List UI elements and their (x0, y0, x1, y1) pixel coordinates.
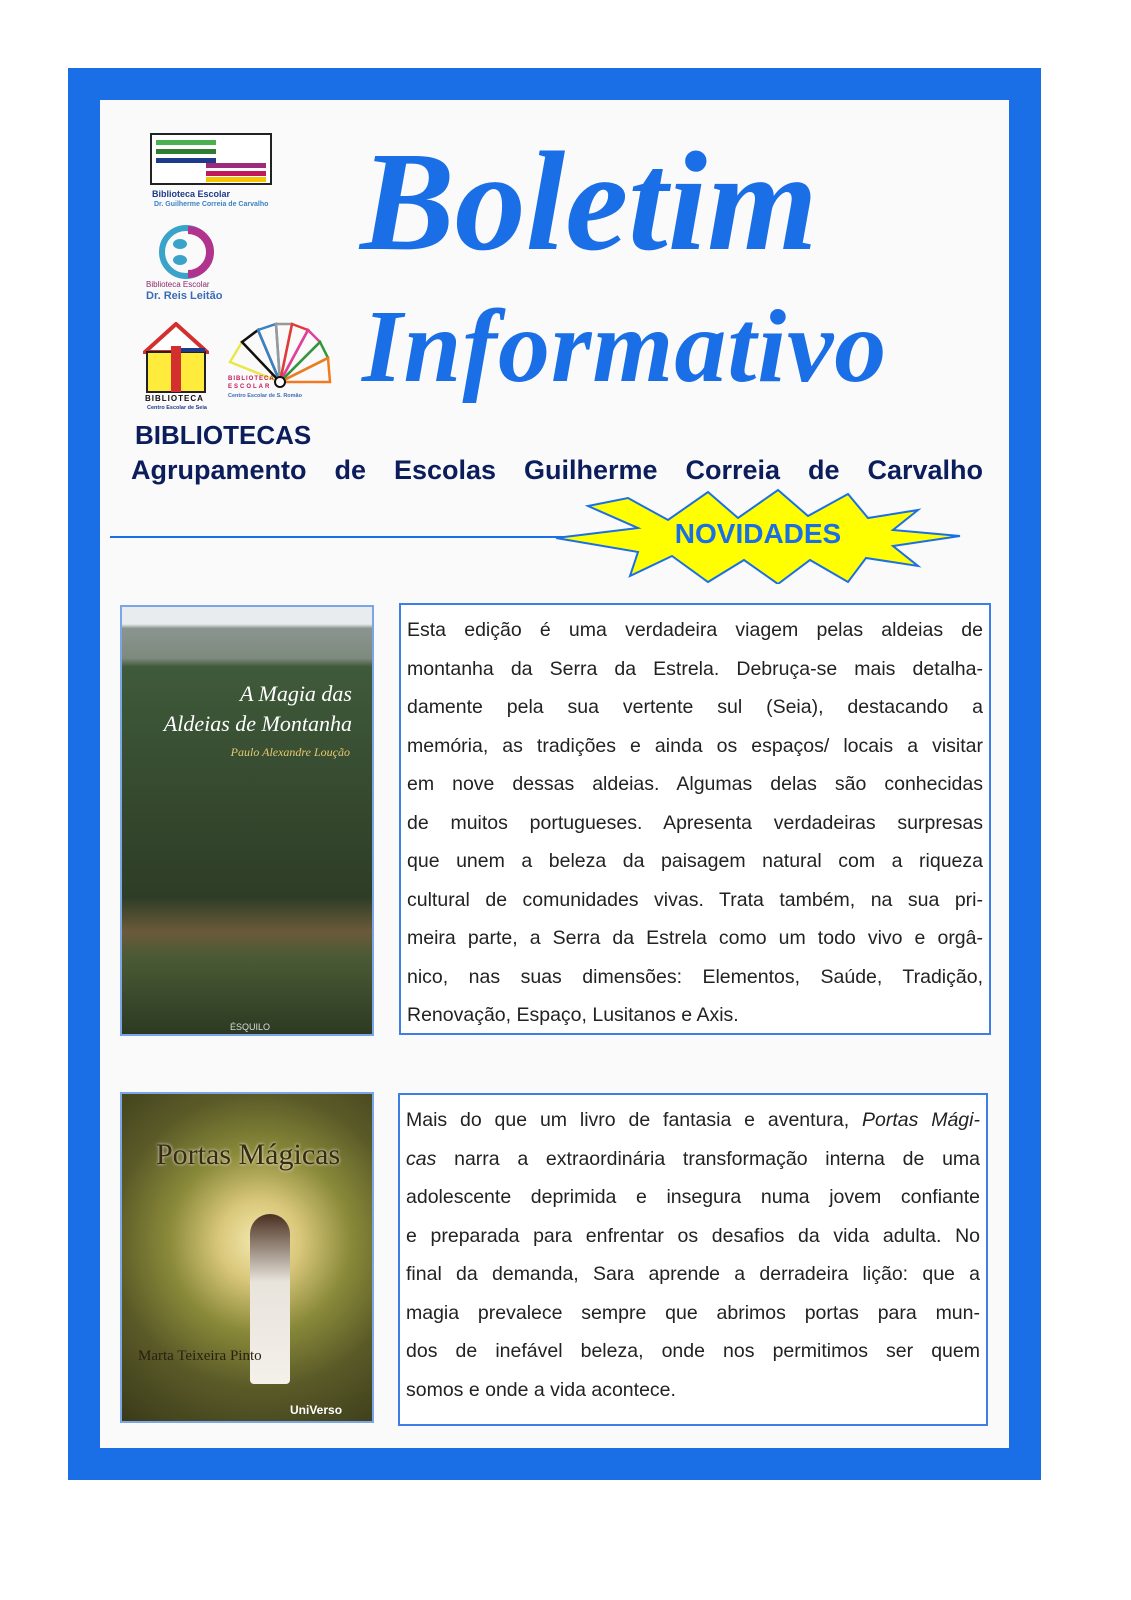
text-line: Renovação, Espaço, Lusitanos e Axis. (407, 1004, 739, 1026)
title-informativo: Informativo (362, 289, 888, 404)
logo-reis-leitao (146, 224, 228, 302)
cover-publisher: ÉSQUILO (230, 1022, 271, 1032)
cover-title: A Magia das (239, 681, 352, 706)
logo-text: Dr. Reis Leitão (146, 290, 223, 302)
text-line: damente pela sua vertente sul (Seia), destacando a (407, 696, 983, 718)
logo-text: ESCOLAR (228, 384, 272, 390)
text-line: meira parte, a Serra da Estrela como um todo vivo e orgâ- (407, 927, 983, 949)
text-line: Mais do que um livro de fantasia e aventura, Portas Mági- (406, 1109, 980, 1131)
cover-title: Portas Mágicas (156, 1138, 341, 1171)
school-group-name: Agrupamento de Escolas Guilherme Correia de Carvalho (131, 455, 983, 485)
cover-publisher: UniVerso (290, 1403, 343, 1417)
libraries-label: BIBLIOTECAS (135, 420, 312, 450)
section-badge-novidades: NOVIDADES (674, 518, 842, 549)
logo-guilherme-correia (150, 133, 272, 208)
divider (110, 536, 570, 538)
logo-text: BIBLIOTECA (228, 376, 275, 382)
text-line: montanha da Serra da Estrela. Debruça-se mais detalha- (407, 657, 983, 680)
text-line: de muitos portugueses. Apresenta verdadeiras surpresas (407, 811, 983, 834)
book-cover-magia-aldeias (120, 605, 374, 1036)
logo-text: Dr. Guilherme Correia de Carvalho (154, 201, 269, 208)
book-cover-portas-magicas (120, 1092, 374, 1423)
logo-centro-seia (143, 322, 209, 411)
books-logo-icon (150, 133, 272, 185)
text-line: e preparada para enfrentar os desafios da vida adulta. No (406, 1224, 980, 1247)
text-line: Esta edição é uma verdadeira viagem pelas aldeias de (407, 619, 983, 641)
text-line: final da demanda, Sara aprende a derradeira lição: que a (406, 1263, 980, 1285)
text-line: nico, nas suas dimensões: Elementos, Saúde, Tradição, (407, 965, 983, 988)
text-line: em nove dessas aldeias. Algumas delas são conhecidas (407, 773, 983, 795)
title-boletim: Boletim (360, 122, 818, 280)
text-line: cas narra a extraordinária transformação interna de uma (406, 1147, 980, 1170)
text-line: cultural de comunidades vivas. Trata também, na sua pri- (407, 888, 983, 911)
logo-text: Biblioteca Escolar (146, 280, 210, 289)
house-logo-icon (143, 322, 209, 394)
cover-title: Aldeias de Montanha (163, 711, 352, 736)
text-line: adolescente deprimida e insegura numa jovem confiante (406, 1186, 980, 1208)
be-logo-icon (158, 224, 228, 280)
text-line: que unem a beleza da paisagem natural com a riqueza (407, 850, 983, 872)
book-description-2 (398, 1093, 988, 1426)
text-line: dos de inefável beleza, onde nos permitimos ser quem (406, 1340, 980, 1362)
text-line: magia prevalece sempre que abrimos portas para mun- (406, 1301, 980, 1324)
book-description-1 (399, 603, 991, 1035)
logo-sao-romao (228, 322, 332, 399)
cover-author: Marta Teixeira Pinto (138, 1348, 262, 1364)
text-line: memória, as tradições e ainda os espaços/ locais a visitar (407, 734, 983, 757)
logo-text: Biblioteca Escolar (152, 189, 231, 199)
cover-author: Paulo Alexandre Loução (230, 745, 350, 759)
logo-text: Centro Escolar de Seia (147, 405, 207, 411)
logo-text: BIBLIOTECA (145, 394, 204, 403)
text-line: somos e onde a vida acontece. (406, 1378, 676, 1401)
logo-text: Centro Escolar de S. Romão (228, 393, 302, 399)
